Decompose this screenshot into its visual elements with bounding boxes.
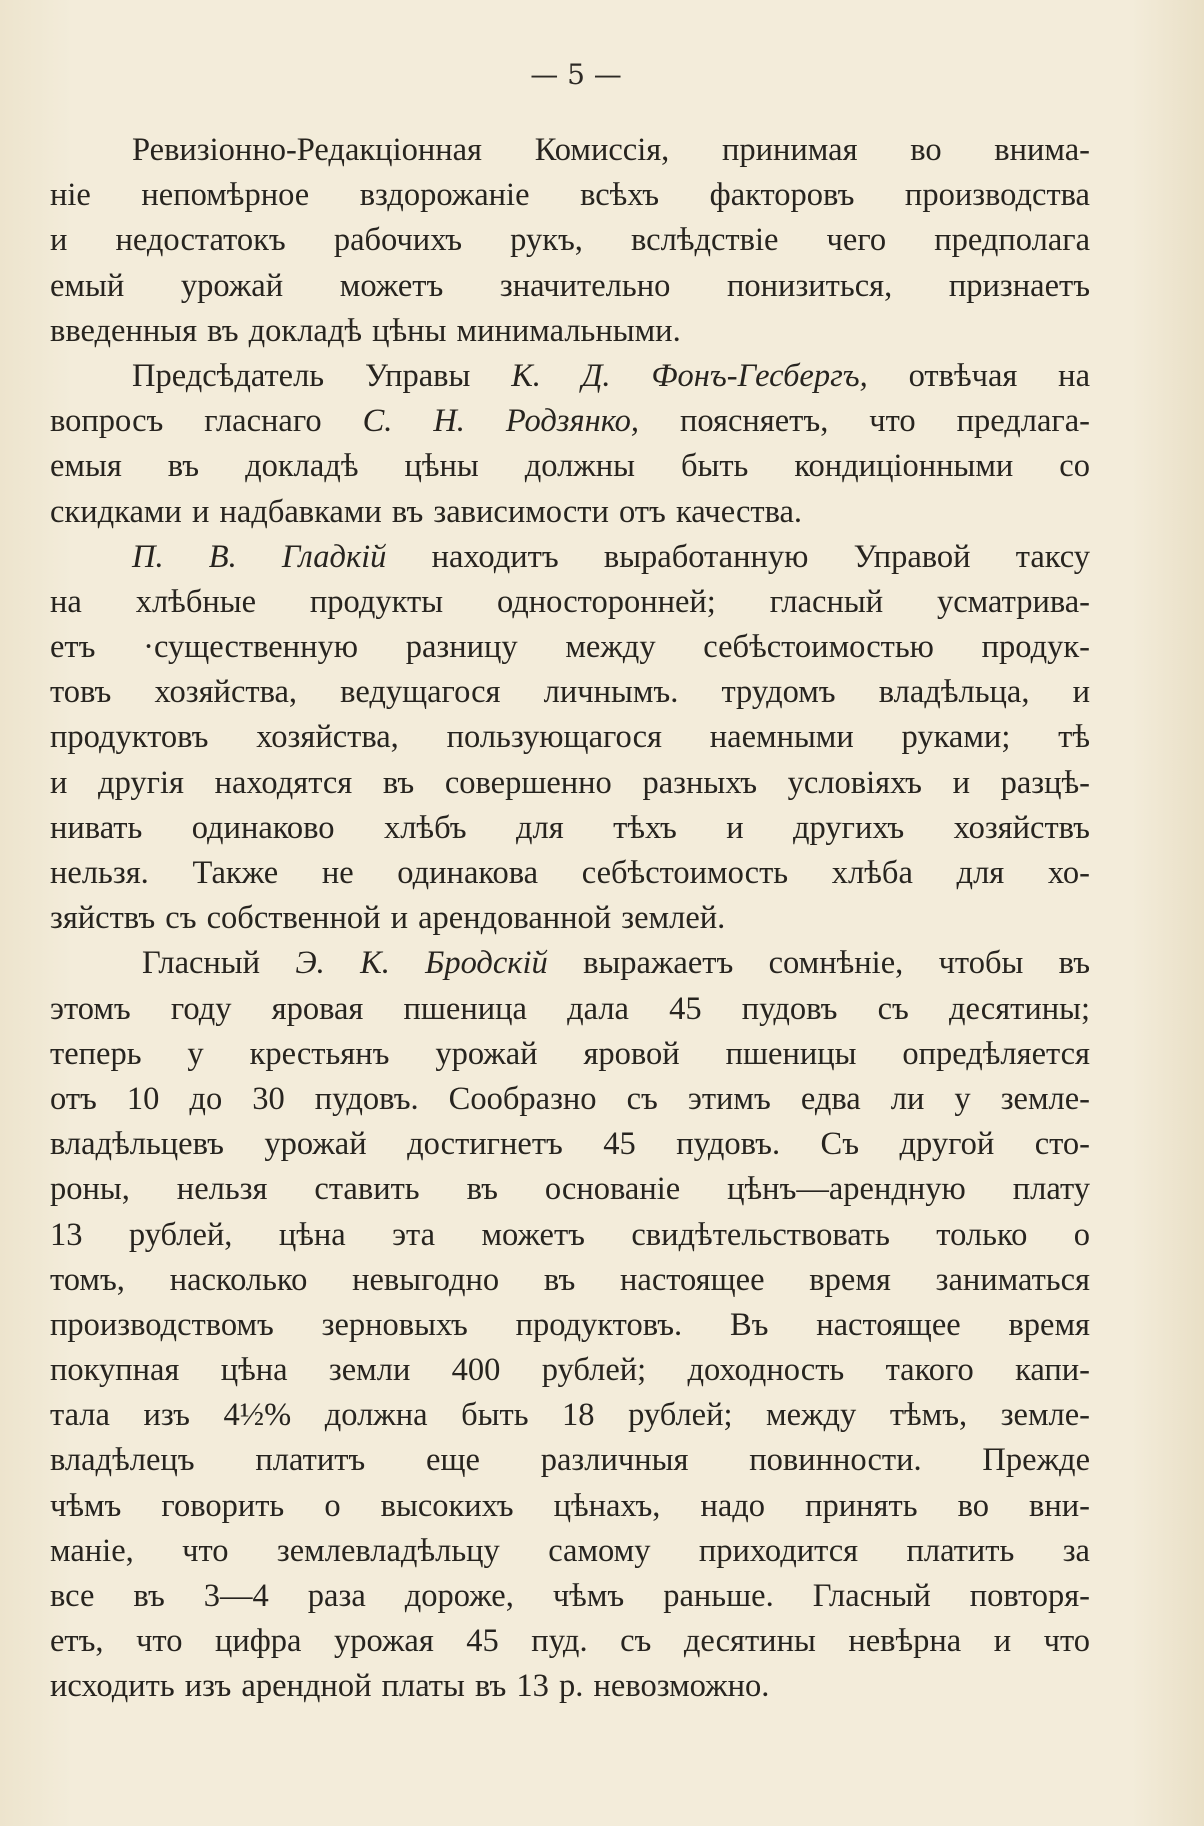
- text-run: емый урожай можетъ значительно понизиться, признаетъ: [50, 267, 1090, 304]
- person-name: С. Н. Родзянко,: [362, 403, 640, 440]
- paragraph-4-line: [50, 1529, 1090, 1574]
- text-run: томъ, насколько невыгодно въ настоящее время заниматься: [50, 1261, 1090, 1298]
- text-run: Ревизіонно-Редакціонная Комиссія, принимая во внима-: [132, 132, 1090, 168]
- text-run: ніе непомѣрное вздорожаніе всѣхъ факторовъ производства: [50, 177, 1090, 214]
- text-run: введенныя въ докладѣ цѣны минимальными.: [50, 312, 681, 349]
- text-run: выражаетъ сомнѣніе, чтобы въ: [547, 945, 1091, 982]
- paragraph-4-line: [50, 1348, 1090, 1393]
- text-run: отъ 10 до 30 пудовъ. Сообразно съ этимъ едва ли у земле-: [50, 1080, 1090, 1117]
- text-run: роны, нельзя ставить въ основаніе цѣнъ—арендную плату: [50, 1171, 1090, 1208]
- paragraph-4-line: [50, 1167, 1090, 1212]
- text-run: вопросъ гласнаго: [50, 403, 363, 440]
- text-run: производствомъ зерновыхъ продуктовъ. Въ настоящее время: [50, 1306, 1090, 1343]
- text-run: находитъ выработанную Управой таксу: [386, 538, 1090, 575]
- text-run: нельзя. Также не одинакова себѣстоимость хлѣба для хо-: [50, 855, 1090, 891]
- text-run: скидками и надбавками въ зависимости отъ качества.: [50, 493, 803, 530]
- text-run: поясняетъ, что предлага-: [639, 403, 1090, 440]
- paragraph-4-line: [50, 1032, 1090, 1077]
- paragraph-3-line: [50, 806, 1090, 851]
- paragraph-1-line: [50, 309, 1090, 354]
- text-run: 13 рублей, цѣна эта можетъ свидѣтельствовать только о: [50, 1216, 1090, 1253]
- text-run: емыя въ докладѣ цѣны должны быть кондиціонными со: [50, 448, 1090, 485]
- text-run: все въ 3—4 раза дороже, чѣмъ раньше. Гласный повторя-: [50, 1578, 1090, 1614]
- paragraph-4-line: [50, 1303, 1090, 1348]
- text-run: тала изъ 4½% должна быть 18 рублей; между тѣмъ, земле-: [50, 1397, 1090, 1434]
- text-run: на хлѣбные продукты односторонней; гласный усматрива-: [50, 583, 1090, 620]
- text-run: зяйствъ съ собственной и арендованной землей.: [50, 900, 726, 937]
- text-run: владѣльцевъ урожай достигнетъ 45 пудовъ. Съ другой сто-: [50, 1126, 1090, 1163]
- paragraph-2-line: [50, 490, 1090, 535]
- paragraph-3-line: [50, 535, 1090, 580]
- paragraph-2-line: [50, 444, 1090, 489]
- text-run: товъ хозяйства, ведущагося личнымъ. трудомъ владѣльца, и: [50, 674, 1090, 711]
- paragraph-3-line: [50, 670, 1090, 715]
- text-run: и другія находятся въ совершенно разныхъ условіяхъ и разцѣ-: [50, 764, 1090, 801]
- paragraph-3-line: [50, 761, 1090, 806]
- paragraph-4-line: [50, 1484, 1090, 1529]
- text-run: покупная цѣна земли 400 рублей; доходность такого капи-: [50, 1352, 1090, 1389]
- text-run: етъ, что цифра урожая 45 пуд. съ десятины невѣрна и что: [50, 1623, 1090, 1660]
- paragraph-4-line: [50, 1438, 1090, 1483]
- paragraph-3-line: [50, 896, 1090, 941]
- document-body: [50, 128, 1090, 1710]
- paragraph-4-line: [50, 1619, 1090, 1664]
- text-run: владѣлецъ платитъ еще различныя повинности. Прежде: [50, 1442, 1090, 1479]
- person-name: П. В. Гладкій: [132, 538, 387, 575]
- paragraph-3-line: [50, 851, 1090, 896]
- paragraph-2-line: [50, 354, 1090, 399]
- paragraph-4-line: [50, 1213, 1090, 1258]
- paragraph-4-line: [50, 1664, 1090, 1709]
- text-run: отвѣчая на: [867, 357, 1091, 394]
- text-run: и недостатокъ рабочихъ рукъ, вслѣдствіе чего предполага: [50, 222, 1090, 259]
- paragraph-1-line: [50, 218, 1090, 263]
- paragraph-2-line: [50, 399, 1090, 444]
- person-name: К. Д. Фонъ-Гесбергъ,: [511, 357, 868, 394]
- page-number: — 5 —: [530, 58, 622, 91]
- paragraph-1-line: [50, 264, 1090, 309]
- paragraph-4-line: [50, 1122, 1090, 1167]
- paragraph-4-line: [50, 1393, 1090, 1438]
- paragraph-3-line: [50, 580, 1090, 625]
- paragraph-4-line: [50, 1258, 1090, 1303]
- text-run: етъ ·существенную разницу между себѣстоимостью продук-: [50, 629, 1090, 666]
- text-run: чѣмъ говорить о высокихъ цѣнахъ, надо принять во вни-: [50, 1487, 1090, 1524]
- text-run: нивать одинаково хлѣбъ для тѣхъ и другихъ хозяйствъ: [50, 809, 1090, 846]
- text-run: исходить изъ арендной платы въ 13 р. невозможно.: [50, 1668, 770, 1705]
- paragraph-3-line: [50, 625, 1090, 670]
- paragraph-4-line: [50, 1574, 1090, 1619]
- text-run: Предсѣдатель Управы: [132, 357, 512, 394]
- paragraph-4-line: [50, 941, 1090, 986]
- paragraph-4-line: [50, 987, 1090, 1032]
- paragraph-3-line: [50, 715, 1090, 760]
- text-run: этомъ году яровая пшеница дала 45 пудовъ съ десятины;: [50, 990, 1090, 1027]
- person-name: Э. К. Бродскій: [295, 945, 548, 982]
- text-run: теперь у крестьянъ урожай яровой пшеницы опредѣляется: [50, 1035, 1090, 1072]
- paragraph-4-line: [50, 1077, 1090, 1122]
- text-run: маніе, что землевладѣльцу самому приходится платить за: [50, 1532, 1090, 1569]
- text-run: Гласный: [142, 945, 296, 982]
- text-run: продуктовъ хозяйства, пользующагося наемными руками; тѣ: [50, 719, 1090, 756]
- paragraph-1-line: [50, 128, 1090, 173]
- paragraph-1-line: [50, 173, 1090, 218]
